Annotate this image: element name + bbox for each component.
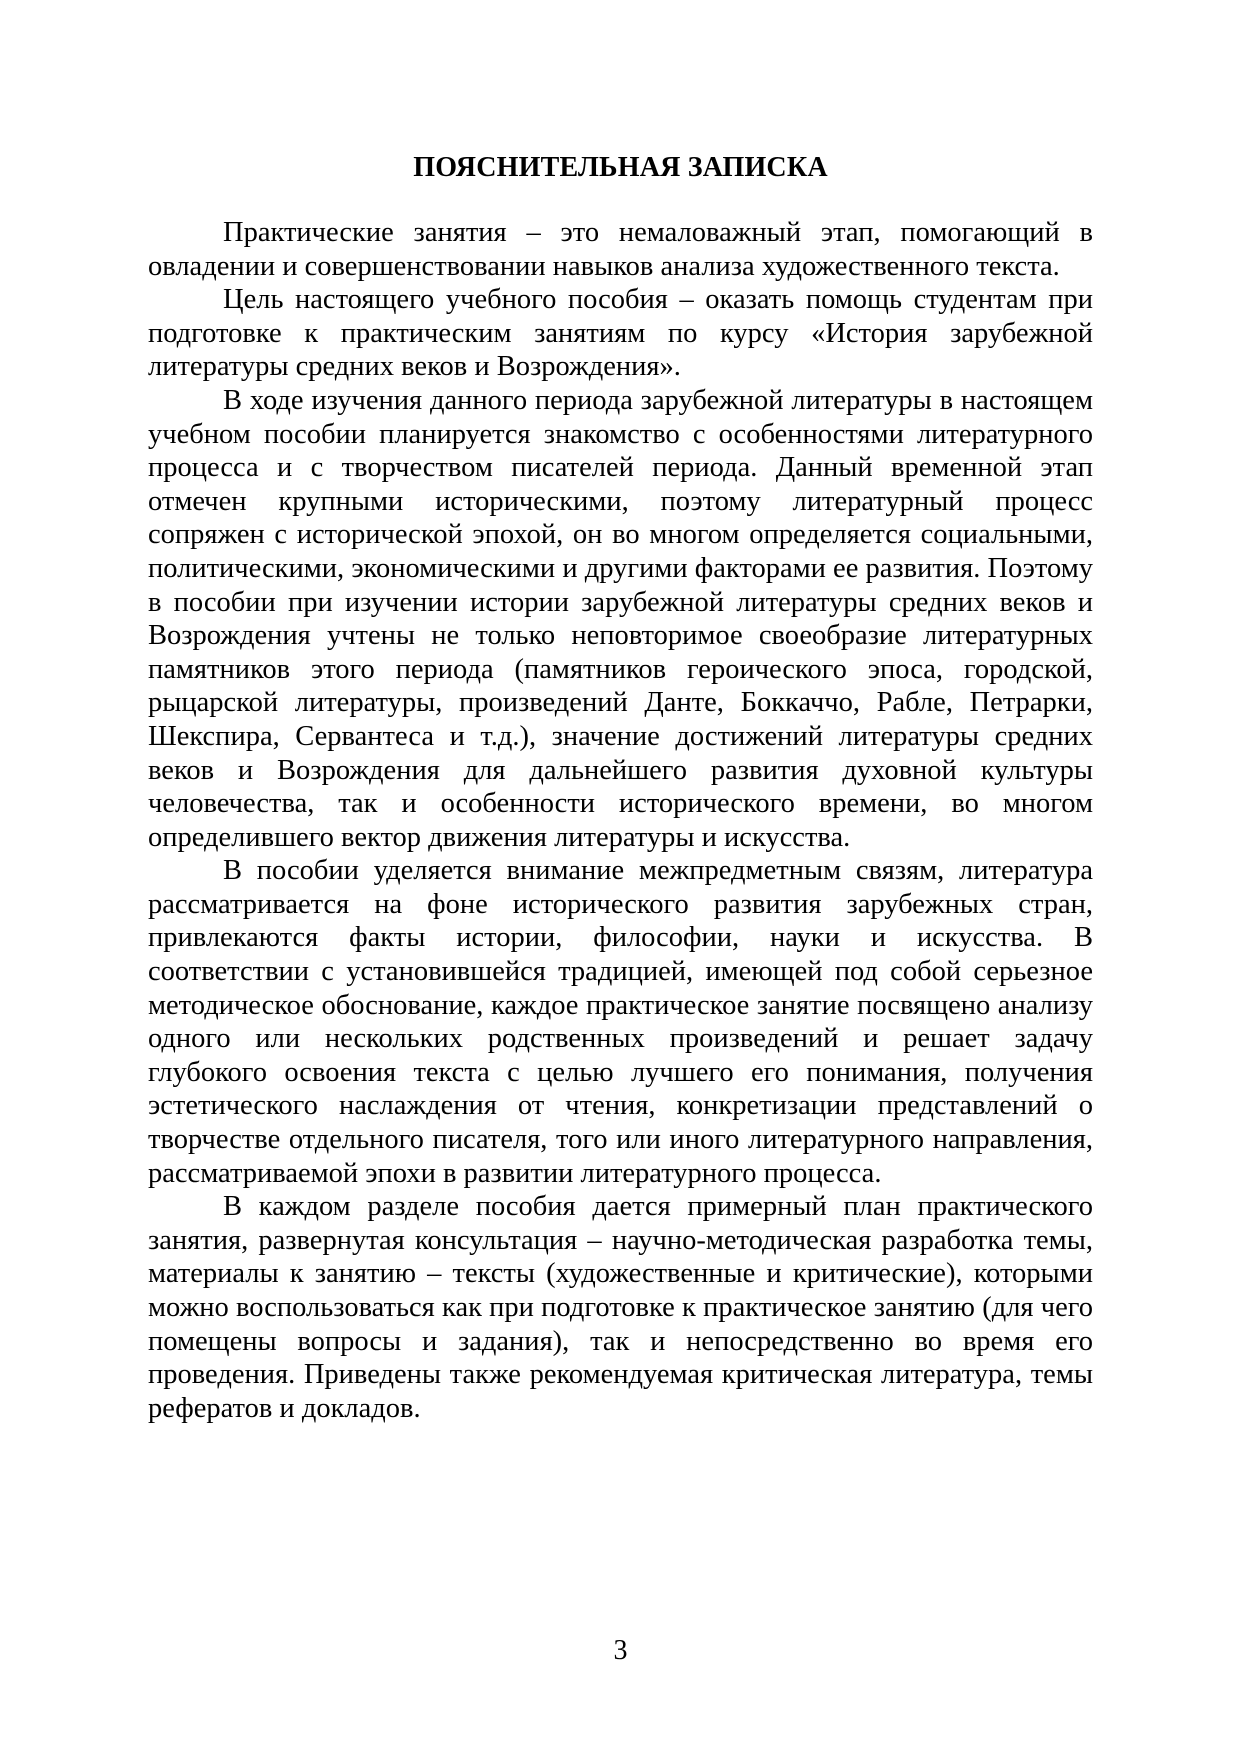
- page-number: 3: [613, 1635, 628, 1666]
- paragraph-1: Практические занятия – это немаловажный этап, помогающий в овладении и совершенствовании навыков анализа художественного текста.: [148, 217, 1093, 282]
- paragraph-2: Цель настоящего учебного пособия – оказать помощь студентам при подготовке к практическим занятиям по курсу «История зарубежной литературы средних веков и Возрождения».: [148, 284, 1093, 383]
- body-text: [148, 216, 1093, 1425]
- page-title: ПОЯСНИТЕЛЬНАЯ ЗАПИСКА: [413, 152, 828, 183]
- paragraph-4: В пособии уделяется внимание межпредметным связям, литература рассматривается на фоне исторического развития зарубежных стран, привлекаются факты истории, философии, науки и искусства. В соответствии с установившейся традицией, имеющей под собой серьезное методическое обоснование, каждое практическое занятие посвящено анализу одного или нескольких родственных произведений и решает задачу глубокого освоения текста с целью лучшего его понимания, получения эстетического наслаждения от чтения, конкретизации представлений о творчестве отдельного писателя, того или иного литературного направления, рассматриваемой эпохи в развитии литературного процесса.: [148, 855, 1093, 1189]
- paragraph-5: В каждом разделе пособия дается примерный план практического занятия, развернутая консультация – научно-методическая разработка темы, материалы к занятию – тексты (художественные и критические), которыми можно воспользоваться как при подготовке к практическое занятию (для чего помещены вопросы и задания), так и непосредственно во время его проведения. Приведены также рекомендуемая критическая литература, темы рефератов и докладов.: [148, 1191, 1093, 1424]
- paragraph-3: В ходе изучения данного периода зарубежной литературы в настоящем учебном пособии планируется знакомство с особенностями литературного процесса и с творчеством писателей периода. Данный временной этап отмечен крупными историческими, поэтому литературный процесс сопряжен с исторической эпохой, он во многом определяется социальными, политическими, экономическими и другими факторами ее развития. Поэтому в пособии при изучении истории зарубежной литературы средних веков и Возрождения учтены не только неповторимое своеобразие литературных памятников этого периода (памятников героического эпоса, городской, рыцарской литературы, произведений Данте, Боккаччо, Рабле, Петрарки, Шекспира, Сервантеса и т.д.), значение достижений литературы средних веков и Возрождения для дальнейшего развития духовной культуры человечества, так и особенности исторического времени, во многом определившего вектор движения литературы и искусства.: [148, 384, 1093, 853]
